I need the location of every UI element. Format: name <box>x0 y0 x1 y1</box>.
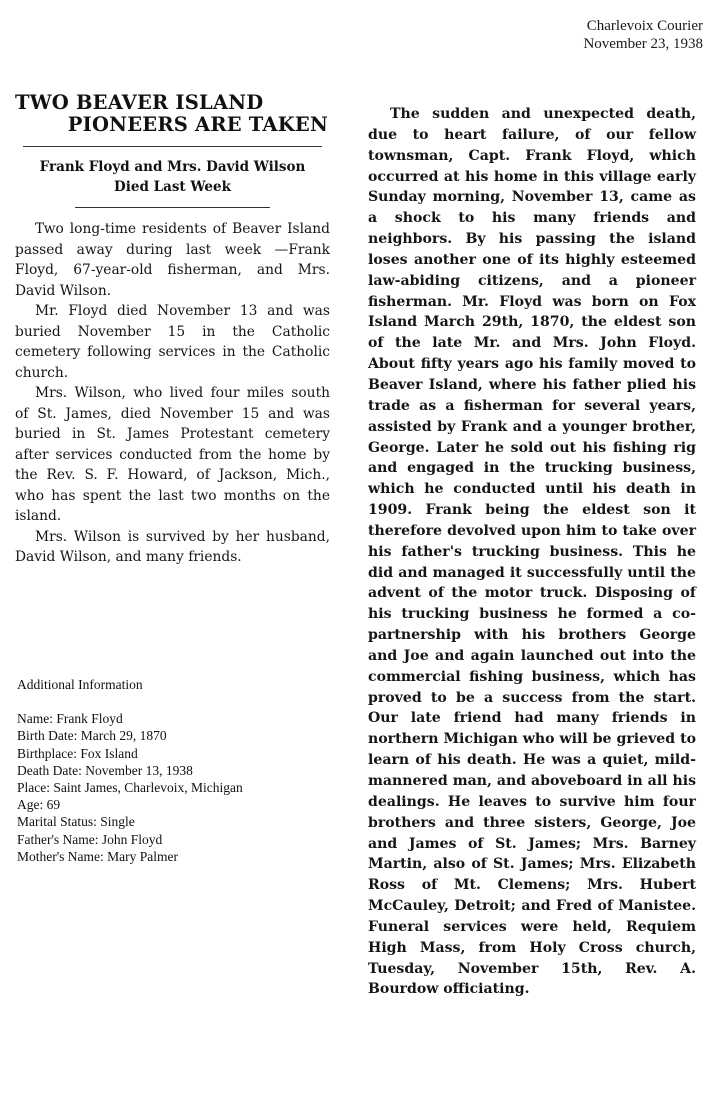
info-father-name: Father's Name: John Floyd <box>17 831 163 847</box>
info-mother-name: Mother's Name: Mary Palmer <box>17 848 179 864</box>
article-paragraph: Mrs. Wilson is survived by her husband, David Wilson, and many friends. <box>15 528 330 565</box>
article-paragraph: Mrs. Wilson, who lived four miles south of St. James, died November 15 and was buried in St. James Protestant cemetery after services conducted from the home by the Rev. S. F. Howard, of Jackson, Mich., who has spent the last two months on the island. <box>15 385 330 524</box>
info-age: Age: 69 <box>17 797 61 813</box>
masthead <box>583 17 703 53</box>
article-paragraph: Mr. Floyd died November 13 and was buried November 15 in the Catholic cemetery following services in the Catholic church. <box>15 303 330 381</box>
info-place: Place: Saint James, Charlevoix, Michigan <box>17 780 243 796</box>
info-death-date: Death Date: November 13, 1938 <box>17 762 193 778</box>
publication-date: November 23, 1938 <box>583 36 703 52</box>
info-birth-date: Birth Date: March 29, 1870 <box>17 728 167 744</box>
subheadline-line-2: Died Last Week <box>114 179 231 195</box>
info-birthplace: Birthplace: Fox Island <box>17 745 138 761</box>
headline <box>15 92 330 136</box>
article-column <box>15 92 330 568</box>
info-name: Name: Frank Floyd <box>17 711 123 727</box>
additional-information <box>17 676 307 865</box>
headline-line-1: TWO BEAVER ISLAND <box>15 91 264 114</box>
obituary-paragraph: The sudden and unexpected death, due to heart failure, of our fellow townsman, Capt. Frank Floyd, which occurred at his home in this village early Sunday morning, November 13, came as a shock to his many friends and neighbors. By his passing the island loses another one of its highly esteemed law-abiding citizens, and a pioneer fisherman. Mr. Floyd was born on Fox Island March 29th, 1870, the eldest son of the late Mr. and Mrs. John Floyd. About fifty years ago his family moved to Beaver Island, where his father plied his trade as a fisherman for several years, assisted by Frank and a younger brother, George. Later he sold out his fishing rig and engaged in the trucking business, which he conducted until his death in 1909. Frank being the eldest son it therefore devolved upon him to take over his father's trucking business. This he did and managed it successfully until the advent of the motor truck. Disposing of his trucking business he formed a co-partnership with his brothers George and Joe and again launched out into the commercial fishing business, which has proved to be a success from the start. Our late friend had many friends in northern Michigan who will be grieved to learn of his death. He was a quiet, mild-mannered man, and aboveboard in all his dealings. He leaves to survive him four brothers and three sisters, George, Joe and James of St. James; Mrs. Barney Martin, also of St. James; Mrs. Elizabeth Ross of Mt. Clemens; Mrs. Hubert McCauley, Detroit; and Fred of Manistee. Funeral services were held, Requiem High Mass, from Holy Cross church, Tuesday, November 15th, Rev. A. Bourdow officiating. <box>368 106 696 998</box>
article-paragraph: Two long-time residents of Beaver Island passed away during last week —Frank Floyd, 67-year-old fisherman, and Mrs. David Wilson. <box>15 221 330 299</box>
headline-divider <box>23 146 322 147</box>
obituary-column <box>368 104 696 1000</box>
additional-information-title: Additional Information <box>17 677 143 692</box>
subheadline-line-1: Frank Floyd and Mrs. David Wilson <box>39 159 306 175</box>
subheadline <box>15 157 330 197</box>
newspaper-name: Charlevoix Courier <box>586 18 703 34</box>
subheadline-divider <box>75 207 270 208</box>
info-marital-status: Marital Status: Single <box>17 814 135 830</box>
headline-line-2: PIONEERS ARE TAKEN <box>67 113 328 136</box>
